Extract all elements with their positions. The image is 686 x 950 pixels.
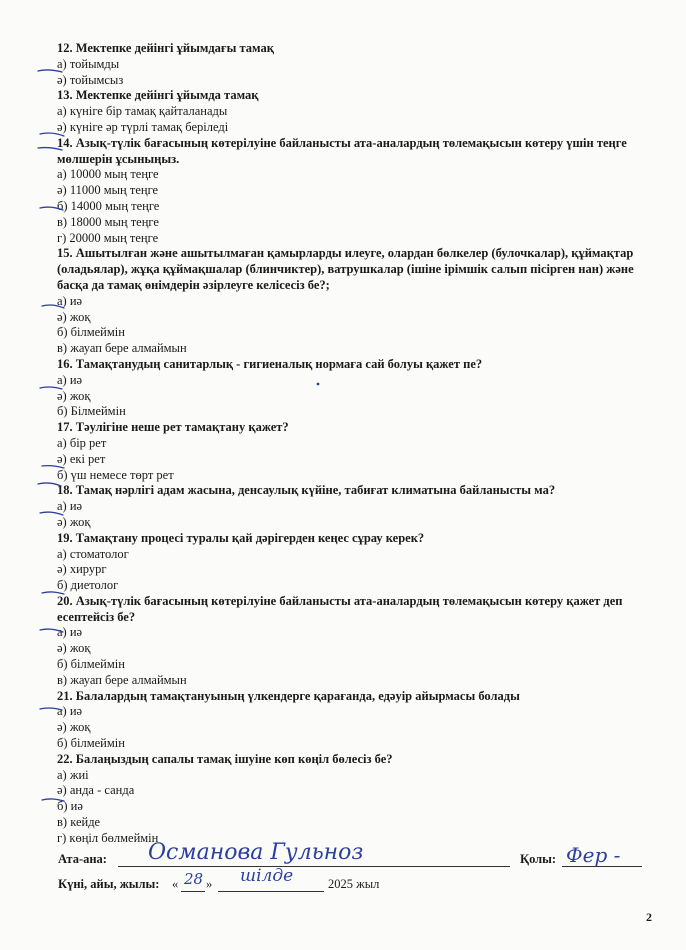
answer-option: ә) екі рет (57, 451, 106, 466)
parent-name-underline (118, 866, 510, 867)
answer-option: а) жиі (57, 767, 89, 782)
page-number: 2 (646, 910, 652, 924)
answer-option: ә) күніге әр түрлі тамақ беріледі (57, 119, 229, 134)
date-year: 2025 жыл (328, 877, 380, 891)
question-18 (57, 483, 657, 530)
answer-option: а) күніге бір тамақ қайталанады (57, 104, 228, 119)
question-title: 20. Азық-түлік бағасының көтерілуіне байланысты ата-аналардың төлемақысын көтеру қажет деп есептейсіз бе? (57, 593, 623, 624)
question-19 (57, 531, 657, 594)
date-month-underline (218, 891, 324, 892)
date-label: Күні, айы, жылы: (58, 877, 160, 891)
answer-option: б) үш немесе төрт рет (57, 467, 174, 482)
answer-option: а) стоматолог (57, 546, 129, 561)
answer-option: ә) жоқ (57, 388, 91, 403)
question-title: 18. Тамақ нәрлігі адам жасына, денсаулық күйіне, табиғат климатына байланысты ма? (57, 483, 556, 498)
question-title: 16. Тамақтанудың санитарлық - гигиеналық нормаға сай болуы қажет пе? (57, 356, 483, 371)
answer-option: а) иә (57, 499, 83, 514)
question-22 (57, 752, 657, 847)
answer-option: ә) жоқ (57, 641, 91, 656)
question-title: 22. Балаңыздың сапалы тамақ ішуіне көп көңіл бөлесіз бе? (57, 751, 393, 766)
question-16 (57, 357, 657, 420)
answer-option: б) білмеймін (57, 736, 125, 751)
date-line (58, 877, 159, 892)
answer-option: г) көңіл бөлмеймін (57, 830, 159, 845)
signature-handwritten: Фер - (566, 843, 621, 867)
parent-name-handwritten: Османова Гульноз (148, 840, 364, 865)
question-title: 15. Ашытылған және ашытылмаған қамырларды илеуге, олардан бөлкелер (булочкалар), құймақтар (оладьялар), жұқа құймақшалар (блинчиктер), ватрушкалар (ішіне ірімшік салып пісірген нан) және басқа да тамақ өнімдерін әзірлеуге келісесіз бе?; (57, 246, 634, 292)
questions-list (57, 41, 657, 847)
parent-label: Ата-ана: (58, 852, 107, 866)
answer-option: а) иә (57, 625, 83, 640)
answer-option: ә) жоқ (57, 309, 91, 324)
question-12 (57, 41, 657, 88)
question-15 (57, 246, 657, 357)
answer-option: г) 20000 мың теңге (57, 230, 159, 245)
question-title: 14. Азық-түлік бағасының көтерілуіне байланысты ата-аналардың төлемақысын көтеру үшін теңге мөлшерін ұсыныңыз. (57, 135, 627, 166)
signature-line (520, 852, 556, 867)
answer-option: б) білмеймін (57, 657, 125, 672)
answer-option: а) тойымды (57, 56, 120, 71)
question-21 (57, 689, 657, 752)
answer-option: а) иә (57, 704, 83, 719)
answer-option: а) 10000 мың теңге (57, 167, 159, 182)
date-close-quote: » (206, 877, 213, 891)
answer-option: б) білмеймін (57, 325, 125, 340)
signature-label: Қолы: (520, 852, 557, 866)
question-title: 21. Балалардың тамақтануының үлкендерге қарағанда, едәуір айырмасы болады (57, 688, 520, 703)
question-20 (57, 594, 657, 689)
question-13 (57, 88, 657, 135)
answer-option: б) 14000 мың теңге (57, 198, 160, 213)
answer-option: ә) анда - санда (57, 783, 135, 798)
answer-option: в) жауап бере алмаймын (57, 341, 187, 356)
question-title: 17. Тәулігіне неше рет тамақтану қажет? (57, 420, 289, 435)
question-17 (57, 420, 657, 483)
answer-option: ә) жоқ (57, 720, 91, 735)
answer-option: а) иә (57, 293, 83, 308)
question-title: 13. Мектепке дейінгі ұйымда тамақ (57, 88, 259, 103)
answer-option: ә) хирург (57, 562, 107, 577)
answer-option: в) 18000 мың теңге (57, 214, 159, 229)
question-title: 12. Мектепке дейінгі ұйымдағы тамақ (57, 41, 274, 55)
date-day-underline (181, 891, 205, 892)
answer-option: в) жауап бере алмаймын (57, 672, 187, 687)
answer-option: а) иә (57, 372, 83, 387)
answer-option: ә) тойымсыз (57, 72, 124, 87)
answer-option: в) кейде (57, 815, 101, 830)
date-month-handwritten: шілде (240, 866, 294, 886)
date-open-quote: « (172, 877, 179, 891)
answer-option: а) бір рет (57, 435, 107, 450)
parent-line (58, 852, 107, 867)
answer-option: б) диетолог (57, 578, 119, 593)
answer-option: ә) 11000 мың теңге (57, 183, 159, 198)
question-14 (57, 136, 657, 247)
answer-option: б) Білмеймін (57, 404, 126, 419)
answer-option: ә) жоқ (57, 514, 91, 529)
date-day-handwritten: 28 (184, 870, 204, 888)
answer-option: б) иә (57, 799, 83, 814)
question-title: 19. Тамақтану процесі туралы қай дәрігерден кеңес сұрау керек? (57, 530, 425, 545)
